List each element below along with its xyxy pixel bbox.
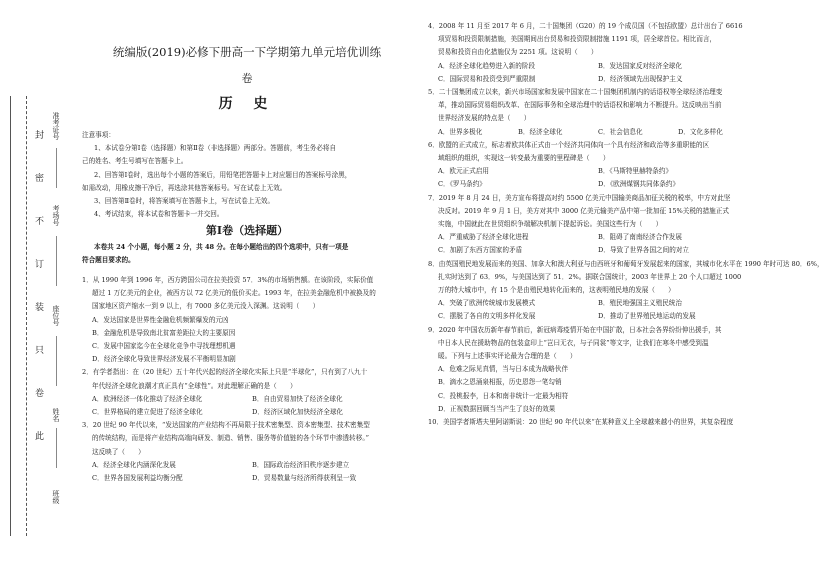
answer-option: D．文化多样化 bbox=[678, 127, 723, 136]
answer-option: A．突破了欧洲传统城市发展模式 bbox=[438, 299, 536, 308]
notice-line: 4、考试结束，将本试卷和答题卡一并交回。 bbox=[94, 210, 224, 219]
binding-margin bbox=[0, 0, 66, 562]
left-questions bbox=[82, 274, 412, 485]
binding-char: 封 bbox=[35, 131, 45, 141]
exam-room-label: 考场号 bbox=[52, 205, 60, 226]
question-text: 2．有学者指出：在（20 世纪）五十年代兴起的经济全球化实际上只是“半球化”，只有到了八九十 bbox=[82, 368, 368, 377]
question bbox=[428, 86, 780, 139]
answer-option: D．《欧洲煤钢共同体条约》 bbox=[598, 180, 680, 189]
answer-option: A．经济全球化内涵深化发展 bbox=[92, 460, 176, 469]
question-text: 10．美国学者斯塔夫里阿诺斯说：20 世纪 90 年代以来“在某种意义上全球越来越小的世界，其复杂程度 bbox=[428, 418, 734, 427]
exam-number-field bbox=[56, 148, 57, 188]
answer-option: A．经济全球化趋势进入新的阶段 bbox=[438, 61, 536, 70]
right-questions bbox=[428, 20, 824, 429]
answer-option: B．殖民地强国主义殖民统治 bbox=[598, 299, 682, 308]
answer-option: C．加剧了东西方国家的矛盾 bbox=[438, 246, 523, 255]
paper-title-cont: 卷 bbox=[241, 72, 253, 85]
notice-line: 己的姓名、考生号填写在答题卡上。 bbox=[82, 157, 188, 166]
subject-heading: 历 史 bbox=[218, 96, 276, 112]
question bbox=[428, 324, 780, 416]
seat-number-label: 座位号 bbox=[52, 305, 60, 326]
question-text: 7．2019 年 8 月 24 日，美方宣布将提高对约 5500 亿美元中国输美商品加征关税的税率，中方对此坚 bbox=[428, 193, 731, 202]
option-row bbox=[428, 231, 780, 244]
answer-option: D．经济全球化导致世界经济发展不平衡明显加剧 bbox=[92, 355, 236, 364]
answer-option: C．投桃报李，日本和南非统计一定最为相符 bbox=[438, 391, 569, 400]
question-text: 8．由英国殖民地发展而来的美国、加拿大和澳大利亚与由西班牙和葡萄牙发展起来的国家，其城市化水平在 1990 年时可达 80．6%， bbox=[428, 259, 824, 268]
option-row bbox=[428, 126, 780, 139]
answer-option: C．摆脱了各自的文明多样化发展 bbox=[438, 312, 536, 321]
answer-option: A．欧元正式启用 bbox=[438, 167, 489, 176]
seat-number-field bbox=[56, 336, 57, 386]
question-text: 年代经济全球化浪潮才真正具有“全球性”。对此理解正确的是（ ） bbox=[92, 381, 297, 390]
cut-line bbox=[26, 96, 27, 536]
answer-option: D．经济领域先出现保护主义 bbox=[598, 74, 683, 83]
option-row bbox=[82, 327, 412, 340]
answer-option: D．贸易数量与经济所得获利呈一致 bbox=[252, 474, 357, 483]
answer-option: C．发展中国家迄今在全球化竞争中寻找理想机遇 bbox=[92, 342, 236, 351]
question-text: 超过 1 万亿美元的企业，被西方以 72 亿美元的低价买走。1993 年，在拉美金融危机中被换及的 bbox=[92, 289, 376, 298]
option-row bbox=[428, 376, 780, 389]
answer-option: B．金融危机是导致南北贫富差距拉大的主要原因 bbox=[92, 328, 236, 337]
question-text: 5．二十国集团成立以来，新兴市场国家和发展中国家在二十国集团机制内的话语权等全球经济治理变 bbox=[428, 88, 723, 97]
exam-number-label: 准考证号 bbox=[52, 112, 60, 140]
part1-title: 第Ⅰ卷（选择题） bbox=[205, 224, 289, 237]
question-text: 这反映了（ ） bbox=[92, 447, 145, 456]
answer-option: B．滴水之恩涌泉相报，历史恩怨一笔勾销 bbox=[438, 378, 562, 387]
question-text: 世界经济发展的特点是（ ） bbox=[438, 114, 531, 123]
binding-char: 此 bbox=[35, 432, 45, 442]
answer-option: B．阻碍了南南经济合作发展 bbox=[598, 233, 682, 242]
question bbox=[428, 20, 780, 86]
name-label: 姓名 bbox=[52, 408, 60, 422]
answer-option: D．经济区域化加快经济全球化 bbox=[252, 408, 344, 417]
answer-option: D．推动了世界殖民地运动的发展 bbox=[598, 312, 696, 321]
option-row bbox=[428, 244, 780, 257]
answer-option: C．国际贸易和投资受到严重限制 bbox=[438, 74, 536, 83]
notice-line: 3、回答第Ⅱ卷时，将答案填写在答题卡上，写在试卷上无效。 bbox=[94, 197, 275, 206]
question bbox=[428, 258, 824, 324]
question-text: 域组织的组织，实现这一转变最为重要的里程碑是（ ） bbox=[438, 154, 610, 163]
question-text: 的传统结构，而是将产业结构高端向研发、制造、销售、服务等价值链的各个环节中渗透转移。” bbox=[92, 434, 370, 443]
question-text: 实施，中国就此在世贸组织争端解决机制下提起诉讼。美国这些行为（ ） bbox=[438, 220, 663, 229]
answer-option: A．危难之际见真情，当与日本成为战略伙伴 bbox=[438, 365, 569, 374]
binding-char: 不 bbox=[35, 217, 45, 227]
paper-title: 统编版(2019)必修下册高一下学期第九单元培优训练 bbox=[112, 45, 382, 59]
answer-option: C．世界各国发展利益均衡分配 bbox=[92, 474, 183, 483]
binding-line bbox=[10, 96, 11, 536]
option-row bbox=[82, 459, 412, 472]
question-text: 9．2020 年中国农历新年春节前后，新冠病毒疫情开始在中国扩散，日本社会各界纷纷伸出援手，其 bbox=[428, 325, 722, 334]
answer-option: C．社会信息化 bbox=[598, 127, 643, 136]
name-field bbox=[56, 428, 57, 468]
notice-section bbox=[82, 129, 412, 221]
binding-char: 装 bbox=[35, 303, 45, 313]
part1-intro bbox=[82, 241, 412, 267]
option-row bbox=[428, 73, 780, 86]
binding-char: 只 bbox=[35, 346, 45, 356]
question-text: 3．20 世纪 90 年代以来，“发达国家的产业结构不再局限于技术密集型、资本密集型、技术密集型 bbox=[82, 421, 370, 430]
answer-option: B．发达国家反对经济全球化 bbox=[598, 61, 682, 70]
question bbox=[428, 416, 780, 429]
option-row bbox=[428, 363, 780, 376]
question-text: 项贸易和投资限制措施，美国期间出台贸易和投资限制措施 1191 项，居全球首位。相比而言， bbox=[438, 35, 717, 44]
option-row bbox=[428, 310, 780, 323]
answer-option: C．世界格局的建立促进了经济全球化 bbox=[92, 408, 203, 417]
question-text: 扎实时达到了 63．9%，与美国达到了 51．2%。据联合国统计，2003 年世界上 20 个人口超过 1000 bbox=[438, 272, 742, 281]
exam-room-field bbox=[56, 236, 57, 286]
answer-option: A．严重威胁了经济全球化进程 bbox=[438, 233, 529, 242]
option-row bbox=[82, 340, 412, 353]
question-text: 暖。下列与上述事实评论最为合理的是（ ） bbox=[438, 352, 577, 361]
option-row bbox=[428, 165, 780, 178]
answer-option: D．导致了世界各国之间的对立 bbox=[598, 246, 690, 255]
option-row bbox=[82, 353, 412, 366]
answer-option: B．自由贸易加快了经济全球化 bbox=[252, 394, 343, 403]
binding-char: 卷 bbox=[35, 389, 45, 399]
notice-heading: 注意事项： bbox=[82, 131, 115, 139]
question-text: 中日本人民在援助物品的包装盒印上“岂曰无衣，与子同裳”等文字，让我们在寒冬中感受到温 bbox=[438, 338, 709, 347]
binding-char: 订 bbox=[35, 260, 45, 270]
option-row bbox=[428, 297, 780, 310]
option-row bbox=[428, 178, 780, 191]
question-text: 贸易和投资自由化措施仅为 2251 项。这说明（ ） bbox=[438, 48, 598, 57]
option-row bbox=[82, 406, 412, 419]
question-text: 1．从 1990 年到 1996 年，西方跨国公司在拉美投资 57．3%的市场销售额。在该阶段，实际价值 bbox=[82, 276, 374, 284]
question-text: 革，推动国际贸易组织改革、在国际事务和全球治理中的话语权和影响力不断提升。这反映出当前 bbox=[438, 101, 722, 110]
question bbox=[428, 192, 780, 258]
question-text: 万的特大城市中，有 15 个是由殖民地转化而来的，这表明殖民地的发展（ ） bbox=[438, 286, 675, 295]
option-row bbox=[82, 393, 412, 406]
question bbox=[428, 139, 780, 192]
question bbox=[82, 274, 412, 366]
binding-char: 密 bbox=[35, 174, 45, 184]
question-text: 决反对。2019 年 9 月 1 日，美方对其中 3000 亿美元输美产品中第一批加征 15%关税的措施正式 bbox=[438, 206, 729, 215]
question bbox=[82, 366, 412, 419]
answer-option: B．经济全球化 bbox=[518, 127, 563, 136]
option-row bbox=[82, 314, 412, 327]
answer-option: A．欧洲经济一体化推动了经济全球化 bbox=[92, 394, 203, 403]
notice-line: 如需改动，用橡皮擦干净后，再选涂其他答案标号。写在试卷上无效。 bbox=[82, 183, 287, 192]
class-label: 班级 bbox=[52, 490, 60, 504]
question-text: 6．欧盟的正式成立，标志着欧共体正式由一个经济共同体向一个具有经济和政治等多重职能的区 bbox=[428, 140, 710, 149]
part1-intro-line: 符合题目要求的。 bbox=[82, 256, 135, 265]
question-text: 国家地区资产缩水一到 9 以上，有 7000 多亿美元没入深渊。这说明（ ） bbox=[92, 302, 320, 311]
answer-option: B．《马斯特里赫特条约》 bbox=[598, 167, 673, 176]
question bbox=[82, 419, 412, 485]
option-row bbox=[82, 472, 412, 485]
answer-option: B．国际政治经济旧秩序逐步建立 bbox=[252, 460, 350, 469]
part1-intro-line: 本卷共 24 个小题，每小题 2 分，共 48 分。在每小题给出的四个选项中，只有一项是 bbox=[94, 243, 349, 251]
notice-line: 1、本试卷分第Ⅰ卷（选择题）和第Ⅱ卷（非选择题）两部分。答题前，考生务必将自 bbox=[94, 144, 337, 153]
notice-line: 2、回答第Ⅰ卷时，选出每个小题的答案后，用铅笔把答题卡上对应题目的答案标号涂黑， bbox=[94, 170, 352, 179]
option-row bbox=[428, 60, 780, 73]
answer-option: A．世界多极化 bbox=[438, 127, 483, 136]
option-row bbox=[428, 390, 780, 403]
answer-option: D．正视数据回顾当当产生了良好的效果 bbox=[438, 404, 556, 413]
answer-option: C．《罗马条约》 bbox=[438, 180, 486, 189]
question-text: 4．2008 年 11 月至 2017 年 6 月，二十国集团（G20）的 19 个成员国（不包括欧盟）总计出台了 6616 bbox=[428, 22, 743, 30]
option-row bbox=[428, 403, 780, 416]
answer-option: A．发达国家是世界性金融危机频繁爆发的元凶 bbox=[92, 315, 229, 324]
